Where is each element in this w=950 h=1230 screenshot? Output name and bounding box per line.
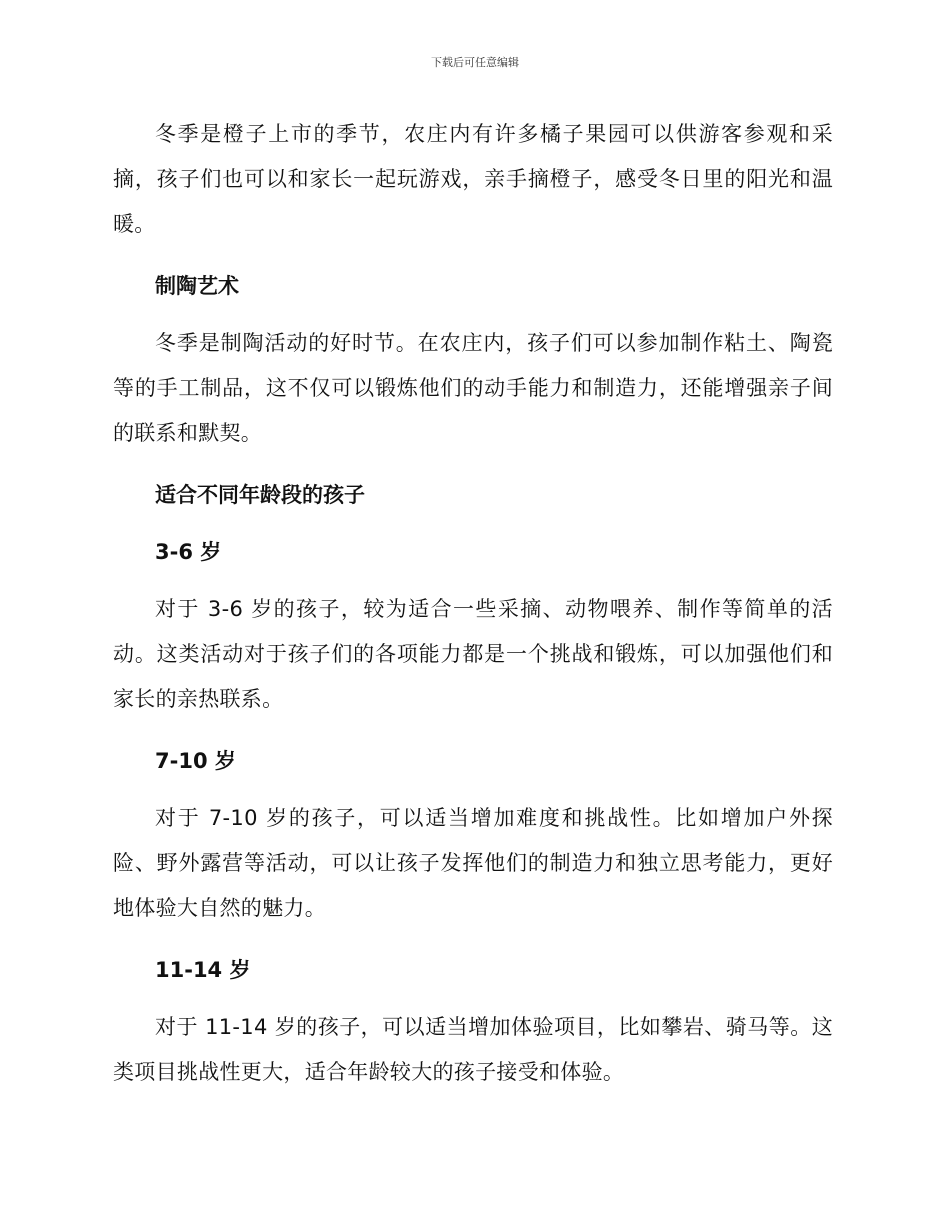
paragraph-pottery: 冬季是制陶活动的好时节。在农庄内，孩子们可以参加制作粘土、陶瓷等的手工制品，这不仅可以锻炼他们的动手能力和制造力，还能增强亲子间的联系和默契。 bbox=[113, 331, 833, 445]
document-body bbox=[113, 112, 833, 1112]
heading-age-7-10: 7-10 岁 bbox=[155, 749, 236, 773]
paragraph-age-7-10: 对于 7-10 岁的孩子，可以适当增加难度和挑战性。比如增加户外探险、野外露营等活动，可以让孩子发挥他们的制造力和独立思考能力，更好地体验大自然的魅力。 bbox=[113, 806, 833, 920]
page-header: 下载后可任意编辑 bbox=[431, 56, 519, 69]
heading-pottery-art: 制陶艺术 bbox=[155, 274, 239, 298]
paragraph-orange-picking: 冬季是橙子上市的季节，农庄内有许多橘子果园可以供游客参观和采摘，孩子们也可以和家长一起玩游戏，亲手摘橙子，感受冬日里的阳光和温暖。 bbox=[113, 122, 833, 236]
heading-age-groups: 适合不同年龄段的孩子 bbox=[155, 483, 365, 507]
heading-age-11-14: 11-14 岁 bbox=[155, 958, 251, 982]
paragraph-age-11-14: 对于 11-14 岁的孩子，可以适当增加体验项目，比如攀岩、骑马等。这类项目挑战性更大，适合年龄较大的孩子接受和体验。 bbox=[113, 1015, 833, 1084]
paragraph-age-3-6: 对于 3-6 岁的孩子，较为适合一些采摘、动物喂养、制作等简单的活动。这类活动对于孩子们的各项能力都是一个挑战和锻炼，可以加强他们和家长的亲热联系。 bbox=[113, 597, 833, 711]
heading-age-3-6: 3-6 岁 bbox=[155, 540, 222, 564]
